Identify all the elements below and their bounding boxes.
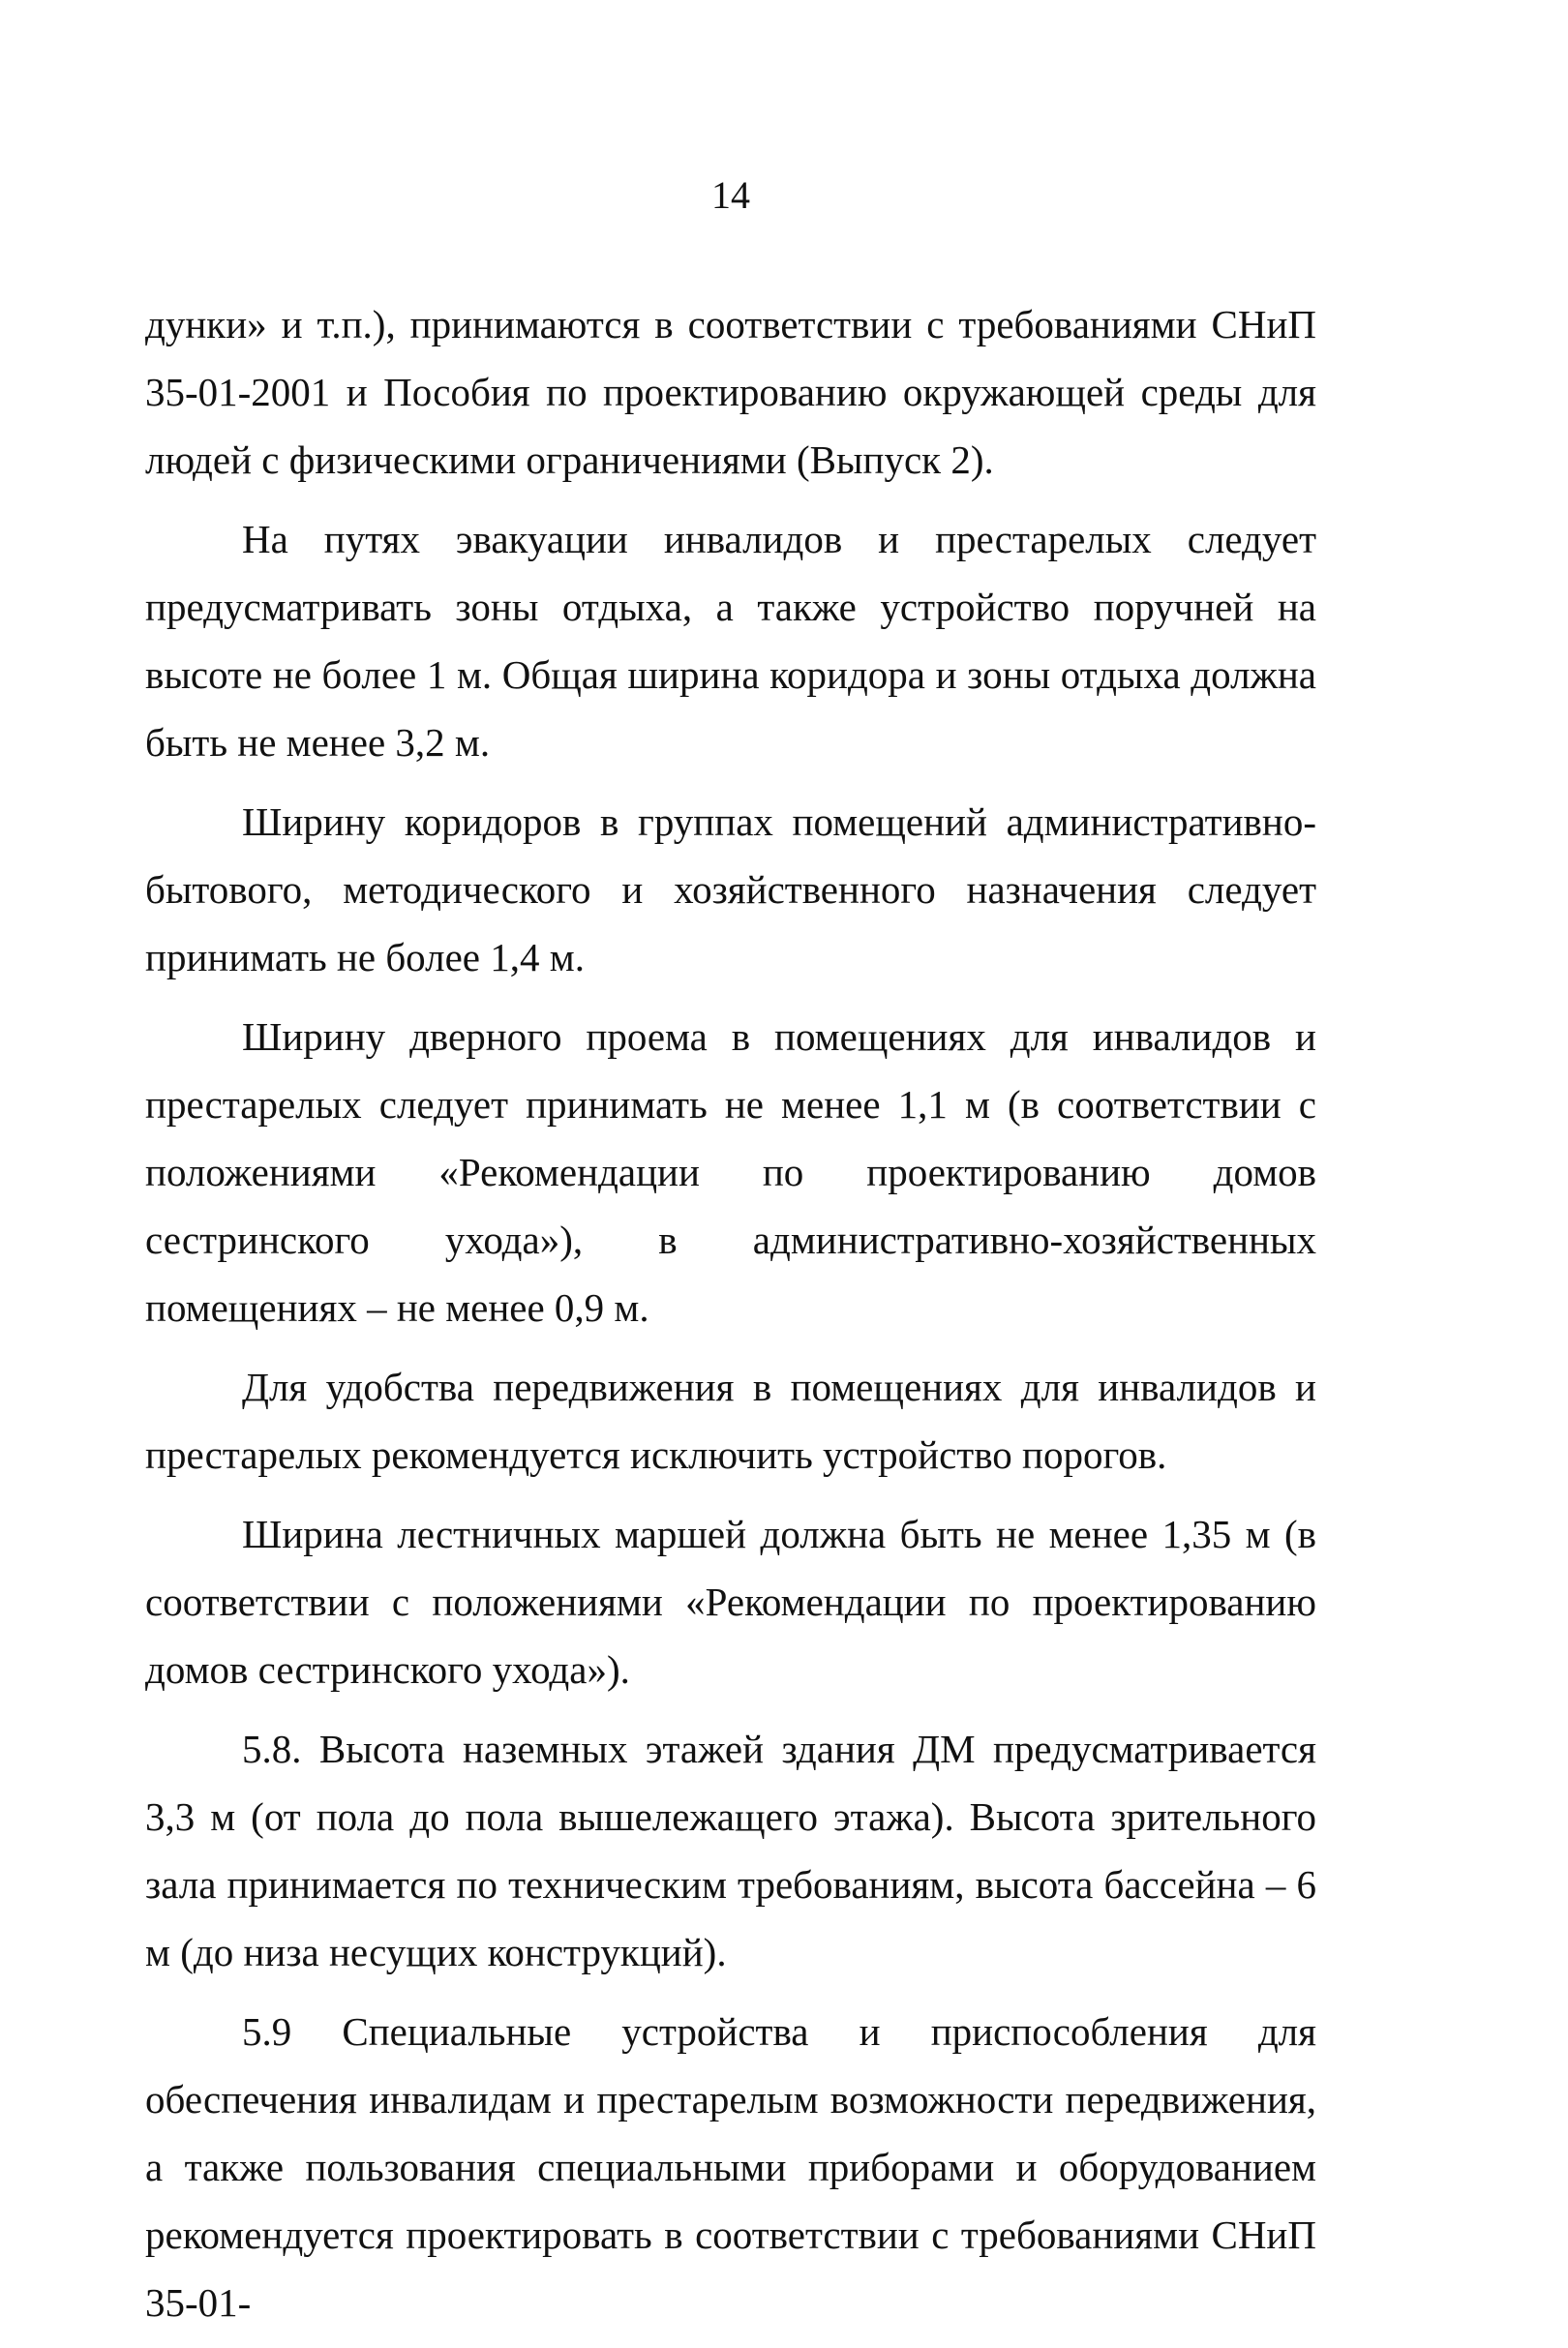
paragraph-thresholds: Для удобства передвижения в помещениях для инвалидов и престарелых рекомендуется исключить устройство порогов. bbox=[145, 1365, 1316, 1477]
paragraph-section-5-8: 5.8. Высота наземных этажей здания ДМ предусматривается 3,3 м (от пола до пола вышележащего этажа). Высота зрительного зала принимается по техническим требованиям, высота бассейна – 6 м (до низа несущих конструкций). bbox=[145, 1727, 1316, 1974]
paragraph-section-5-9: 5.9 Специальные устройства и приспособления для обеспечения инвалидам и престарелым возможности передвижения, а также пользования специальными приборами и оборудованием рекомендуется проектировать в соответствии с требованиями СНиП 35-01- bbox=[145, 2009, 1316, 2325]
document-body bbox=[145, 290, 1316, 2348]
paragraph-corridor-width: Ширину коридоров в группах помещений административно-бытового, методического и хозяйственного назначения следует принимать не более 1,4 м. bbox=[145, 799, 1316, 979]
paragraph-evacuation-routes: На путях эвакуации инвалидов и престарелых следует предусматривать зоны отдыха, а также устройство поручней на высоте не более 1 м. Общая ширина коридора и зоны отдыха должна быть не менее 3,2 м. bbox=[145, 517, 1316, 765]
page-number: 14 bbox=[711, 173, 750, 217]
paragraph-door-opening-width: Ширину дверного проема в помещениях для инвалидов и престарелых следует принимать не менее 1,1 м (в соответствии с положениями «Рекомендации по проектированию домов сестринского ухода»), в административно-хозяйственных помещениях – не менее 0,9 м. bbox=[145, 1014, 1316, 1330]
paragraph-continuation: дунки» и т.п.), принимаются в соответствии с требованиями СНиП 35-01-2001 и Пособия по проектированию окружающей среды для людей с физическими ограничениями (Выпуск 2). bbox=[145, 302, 1316, 482]
paragraph-stair-flights: Ширина лестничных маршей должна быть не менее 1,35 м (в соответствии с положениями «Рекомендации по проектированию домов сестринского ухода»). bbox=[145, 1512, 1316, 1692]
